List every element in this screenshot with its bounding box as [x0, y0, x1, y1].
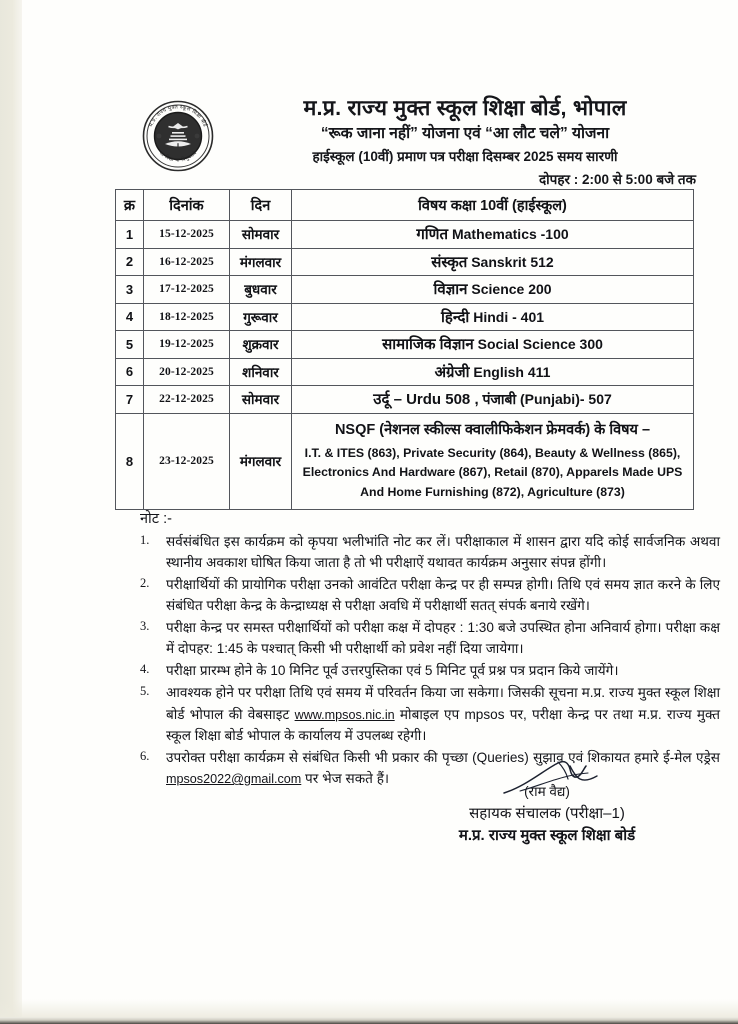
nsqf-subject-line: Electronics And Hardware (867), Retail (870), Apparels Made UPS	[302, 465, 683, 480]
note-item	[140, 682, 720, 746]
table-row	[116, 248, 694, 276]
column-header-subject: विषय कक्षा 10वीं (हाईस्कूल)	[292, 190, 694, 221]
column-header-sr: क्र	[116, 190, 144, 221]
cell-date: 15-12-2025	[144, 221, 230, 249]
subject-english: Social Science 300	[477, 336, 603, 353]
cell-subject	[292, 248, 694, 276]
table-row	[116, 386, 694, 414]
table-row	[116, 221, 694, 249]
scan-edge-bottom	[0, 1017, 738, 1024]
note-text-after: पर भेज सकते हैं।	[301, 771, 390, 787]
cell-sr: 5	[116, 331, 144, 359]
cell-sr: 8	[116, 413, 144, 510]
note-item	[140, 574, 720, 616]
subject-hindi: संस्कृत	[431, 253, 468, 271]
signatory-designation: सहायक संचालक (परीक्षा–1)	[469, 804, 625, 822]
nsqf-subject-list	[302, 444, 683, 504]
subject-english: Hindi - 401	[473, 308, 545, 325]
column-header-day: दिन	[230, 190, 292, 221]
note-number: 6.	[140, 749, 150, 764]
organization-title: म.प्र. राज्य मुक्त स्कूल शिक्षा बोर्ड, भोपाल	[303, 96, 627, 120]
exam-subtitle: हाईस्कूल (10वीं) प्रमाण पत्र परीक्षा दिसम्बर 2025 समय सारणी	[312, 148, 618, 164]
note-text-before: उपरोक्त परीक्षा कार्यक्रम से संबंधित किसी भी प्रकार की पृच्छा (Queries) सुझाव एवं शिकायत हमारे ई-मेल एड्रेस	[166, 750, 720, 766]
nsqf-heading: NSQF (नेशनल स्कील्स क्वालीफिकेशन फ्रेमवर्क) के विषय –	[334, 421, 651, 438]
cell-date: 19-12-2025	[144, 331, 230, 359]
signatory-name: (राम वैद्य)	[524, 784, 570, 799]
column-header-date: दिनांक	[144, 190, 230, 221]
cell-date: 17-12-2025	[144, 276, 230, 304]
subject-hindi: गणित	[416, 226, 449, 244]
cell-day: शुक्रवार	[230, 331, 292, 359]
subject-english: Sanskrit 512	[471, 253, 554, 270]
cell-sr: 6	[116, 358, 144, 386]
signatory-organization: म.प्र. राज्य मुक्त स्कूल शिक्षा बोर्ड	[458, 826, 636, 844]
scan-edge-bottom-gradient	[0, 999, 738, 1017]
note-text: सर्वसंबंधित इस कार्यक्रम को कृपया भलीभांति नोट कर लें। परीक्षाकाल में शासन द्वारा यदि कोई सार्वजनिक अथवा स्थानीय अवकाश घोषित किया जाता है तो भी परीक्षाऐं यथावत कार्यक्रम अनुसार संपन्न होंगी।	[166, 534, 720, 571]
mpsos-emblem-icon	[141, 99, 215, 173]
notes-section	[140, 508, 720, 791]
note-body	[166, 574, 720, 616]
note-item	[140, 617, 720, 659]
subject-english: Science 200	[471, 281, 552, 298]
cell-day: मंगलवार	[230, 413, 292, 510]
note-text: परीक्षा केन्द्र पर समस्त परीक्षार्थियों को परीक्षा कक्ष में दोपहर : 1:30 बजे उपस्थित होना अनिवार्य होगा। परीक्षा कक्ष में दोपहर: 1:45 के पश्चात् किसी भी परीक्षार्थी को प्रवेश नहीं दिया जायेगा।	[166, 620, 720, 657]
note-number: 2.	[140, 576, 150, 591]
note-link[interactable]: www.mpsos.nic.in	[294, 707, 395, 722]
cell-subject	[292, 303, 694, 331]
cell-date: 20-12-2025	[144, 358, 230, 386]
paper-sheet	[22, 0, 738, 1024]
cell-day: बुधवार	[230, 276, 292, 304]
cell-sr: 2	[116, 248, 144, 276]
table-header-row	[116, 190, 694, 221]
note-number: 3.	[140, 619, 150, 634]
note-number: 1.	[140, 533, 150, 547]
cell-subject	[292, 358, 694, 386]
subject-english: पंजाबी (Punjabi)- 507	[482, 391, 612, 408]
note-text: परीक्षा प्रारम्भ होने के 10 मिनिट पूर्व उत्तरपुस्तिका एवं 5 मिनिट पूर्व प्रश्न पत्र प्रदान किये जायेंगे।	[166, 663, 619, 679]
cell-day: सोमवार	[230, 386, 292, 414]
note-body	[166, 617, 720, 659]
nsqf-subject-line: And Home Furnishing (872), Agriculture (873)	[360, 485, 625, 500]
cell-subject-nsqf	[292, 413, 694, 510]
cell-sr: 4	[116, 303, 144, 331]
note-body	[166, 682, 720, 746]
subject-hindi: विज्ञान	[433, 281, 468, 299]
table-row	[116, 276, 694, 304]
cell-sr: 7	[116, 386, 144, 414]
table-row	[116, 358, 694, 386]
cell-date: 22-12-2025	[144, 386, 230, 414]
subject-hindi: हिन्दी	[440, 308, 470, 326]
cell-date: 16-12-2025	[144, 248, 230, 276]
notes-label: नोट :-	[140, 511, 172, 527]
note-body	[166, 531, 720, 573]
table-row	[116, 331, 694, 359]
subject-hindi: उर्दू – Urdu 508 ,	[373, 391, 479, 409]
cell-day: गुरूवार	[230, 303, 292, 331]
cell-day: सोमवार	[230, 221, 292, 249]
exam-timing: दोपहर : 2:00 से 5:00 बजे तक	[539, 172, 696, 187]
nsqf-subject-line: I.T. & ITES (863), Private Security (864), Beauty & Wellness (865),	[304, 445, 681, 460]
cell-subject	[292, 276, 694, 304]
note-number: 5.	[140, 684, 150, 699]
svg-text:सा विद्या या विमुक्तये: सा विद्या या विमुक्तये	[157, 150, 199, 164]
note-item	[140, 660, 720, 681]
cell-sr: 1	[116, 221, 144, 249]
cell-day: मंगलवार	[230, 248, 292, 276]
subject-hindi: सामाजिक विज्ञान	[382, 336, 474, 354]
subject-english: English 411	[473, 363, 551, 380]
subject-english: Mathematics -100	[451, 226, 569, 243]
exam-schedule-table	[115, 189, 694, 510]
note-text: परीक्षार्थियों की प्रायोगिक परीक्षा उनको आवंटित परीक्षा केन्द्र पर ही सम्पन्न होगी। तिथि एवं समय ज्ञात करने के लिए संबंधित परीक्षा केन्द्र के केन्द्राध्यक्ष से परीक्षा अवधि में परीक्षार्थी सतत् संपर्क बनाये रखेंगे।	[166, 577, 720, 614]
subject-hindi: अंग्रेजी	[434, 363, 470, 381]
note-text-after: मोबाइल एप mpsos पर, परीक्षा केन्द्र पर तथा म.प्र. राज्य मुक्त स्कूल शिक्षा बोर्ड भोपाल के कार्यालय में उपलब्ध रहेगी।	[166, 706, 721, 744]
cell-subject	[292, 386, 694, 414]
cell-day: शनिवार	[230, 358, 292, 386]
table-row	[116, 303, 694, 331]
note-link[interactable]: mpsos2022@gmail.com	[166, 772, 302, 787]
cell-date: 18-12-2025	[144, 303, 230, 331]
cell-sr: 3	[116, 276, 144, 304]
scan-edge-left	[0, 0, 22, 1024]
document-header	[22, 96, 738, 187]
note-item	[140, 531, 720, 573]
cell-subject	[292, 331, 694, 359]
signature-block	[392, 784, 702, 845]
handwritten-signature-icon	[500, 760, 610, 800]
cell-date: 23-12-2025	[144, 413, 230, 510]
cell-subject	[292, 221, 694, 249]
svg-text:म.प्र. राज्य मुक्त स्कूल शिक्ष: म.प्र. राज्य मुक्त स्कूल शिक्षा बोर्ड	[148, 104, 208, 128]
note-body	[166, 660, 720, 681]
scheme-subtitle: “रूक जाना नहीं” योजना एवं “आ लौट चले” योजना	[320, 124, 610, 142]
table-row-nsqf	[116, 413, 694, 510]
note-text-before: आवश्यक होने पर परीक्षा तिथि एवं समय में परिवर्तन किया जा सकेगा। जिसकी सूचना म.प्र. राज्य मुक्त स्कूल शिक्षा बोर्ड भोपाल की वेबसाइट	[166, 685, 720, 722]
note-number: 4.	[140, 662, 150, 677]
